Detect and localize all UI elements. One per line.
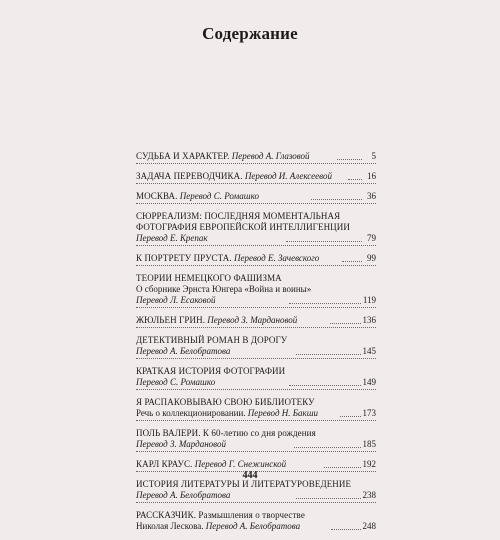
entry-title: ИСТОРИЯ ЛИТЕРАТУРЫ И ЛИТЕРАТУРОВЕДЕНИЕ xyxy=(136,479,352,489)
entry-title: КРАТКАЯ ИСТОРИЯ ФОТОГРАФИИ xyxy=(136,366,286,376)
entry-translator: Перевод З. Мардановой xyxy=(207,315,298,325)
entry-title: ЗАДАЧА ПЕРЕВОДЧИКА. xyxy=(136,171,243,181)
entry-translator: Перевод И. Алексеевой xyxy=(244,171,332,181)
dot-leader xyxy=(296,498,360,499)
entry-title: СУДЬБА И ХАРАКТЕР. xyxy=(136,151,230,161)
dot-leader xyxy=(289,385,361,386)
toc-entry[interactable] xyxy=(136,171,376,184)
page-number: 444 xyxy=(242,470,258,481)
toc-entry[interactable] xyxy=(136,151,376,164)
toc-entry[interactable] xyxy=(136,211,376,246)
dot-leader xyxy=(342,261,362,262)
toc-entry[interactable] xyxy=(136,191,376,204)
entry-page: 16 xyxy=(367,171,377,181)
entry-page: 36 xyxy=(367,191,376,201)
toc-entry[interactable] xyxy=(136,479,376,503)
entry-page: 185 xyxy=(362,439,377,449)
dot-leader xyxy=(348,179,362,180)
entry-title: К ПОРТРЕТУ ПРУСТА. xyxy=(136,253,232,263)
entry-title: МОСКВА. xyxy=(136,191,178,201)
entry-translator: Перевод С. Ромашко xyxy=(136,377,216,387)
entry-page: 5 xyxy=(371,151,376,161)
dot-leader xyxy=(330,323,361,324)
entry-page: 173 xyxy=(362,408,376,418)
entry-page: 192 xyxy=(362,459,377,469)
toc-entry[interactable] xyxy=(136,273,376,308)
entry-title-continued: ФОТОГРАФИЯ ЕВРОПЕЙСКОЙ ИНТЕЛЛИГЕНЦИИ xyxy=(136,222,350,232)
dot-leader xyxy=(311,199,362,200)
entry-page: 119 xyxy=(362,295,376,305)
entry-title: Я РАСПАКОВЫВАЮ СВОЮ БИБЛИОТЕКУ xyxy=(136,397,315,407)
entry-translator: Перевод А. Белобратова xyxy=(205,521,301,531)
entry-page: 145 xyxy=(362,346,377,356)
entry-title: ТЕОРИИ НЕМЕЦКОГО ФАШИЗМА xyxy=(136,273,282,283)
entry-page: 248 xyxy=(362,521,376,531)
entry-translator: Перевод А. Белобратова xyxy=(136,346,231,356)
toc-entry[interactable] xyxy=(136,335,376,359)
dot-leader xyxy=(289,303,361,304)
entry-translator: Перевод Е. Крепак xyxy=(136,233,208,243)
entry-translator: Перевод З. Мардановой xyxy=(136,439,226,449)
entry-title: СЮРРЕАЛИЗМ: ПОСЛЕДНЯЯ МОМЕНТАЛЬНАЯ xyxy=(136,211,341,221)
entry-subtitle: Николая Лескова. xyxy=(136,521,204,531)
entry-page: 136 xyxy=(362,315,376,325)
entry-page: 79 xyxy=(367,233,377,243)
entry-page: 149 xyxy=(362,377,377,387)
dot-leader xyxy=(324,467,360,468)
toc-entry[interactable] xyxy=(136,366,376,390)
entry-translator: Перевод Г. Снежинской xyxy=(194,459,287,469)
dot-leader xyxy=(331,529,360,530)
dot-leader xyxy=(296,354,360,355)
toc-entry[interactable] xyxy=(136,397,376,421)
toc-entry[interactable] xyxy=(136,253,376,266)
entry-translator: Перевод С. Ромашко xyxy=(179,191,259,201)
entry-translator: Перевод Л. Есаковой xyxy=(136,295,216,305)
entry-title: ДЕТЕКТИВНЫЙ РОМАН В ДОРОГУ xyxy=(136,335,288,345)
table-of-contents xyxy=(136,151,376,540)
entry-translator: Перевод Н. Бакши xyxy=(247,408,319,418)
dot-leader xyxy=(340,416,360,417)
entry-title: ПОЛЬ ВАЛЕРИ. К 60-летию со дня рождения xyxy=(136,428,316,438)
dot-leader xyxy=(294,447,360,448)
entry-page: 238 xyxy=(362,490,377,500)
entry-translator: Перевод А. Глазовой xyxy=(231,151,310,161)
dot-leader xyxy=(337,159,362,160)
toc-entry[interactable] xyxy=(136,428,376,452)
entry-translator: Перевод Е. Зачевского xyxy=(234,253,320,263)
dot-leader xyxy=(286,241,362,242)
entry-subtitle: О сборнике Эрнста Юнгера «Война и воины» xyxy=(136,284,312,294)
toc-entry[interactable] xyxy=(136,315,376,328)
page-title: Содержание xyxy=(202,24,298,43)
entry-title: КАРЛ КРАУС. xyxy=(136,459,193,469)
entry-subtitle: Речь о коллекционировании. xyxy=(136,408,246,418)
toc-entry[interactable] xyxy=(136,510,376,533)
entry-translator: Перевод А. Белобратова xyxy=(136,490,231,500)
entry-title: ЖЮЛЬЕН ГРИН. xyxy=(136,315,206,325)
entry-page: 99 xyxy=(367,253,376,263)
entry-title: РАССКАЗЧИК. Размышления о творчестве xyxy=(136,510,305,520)
